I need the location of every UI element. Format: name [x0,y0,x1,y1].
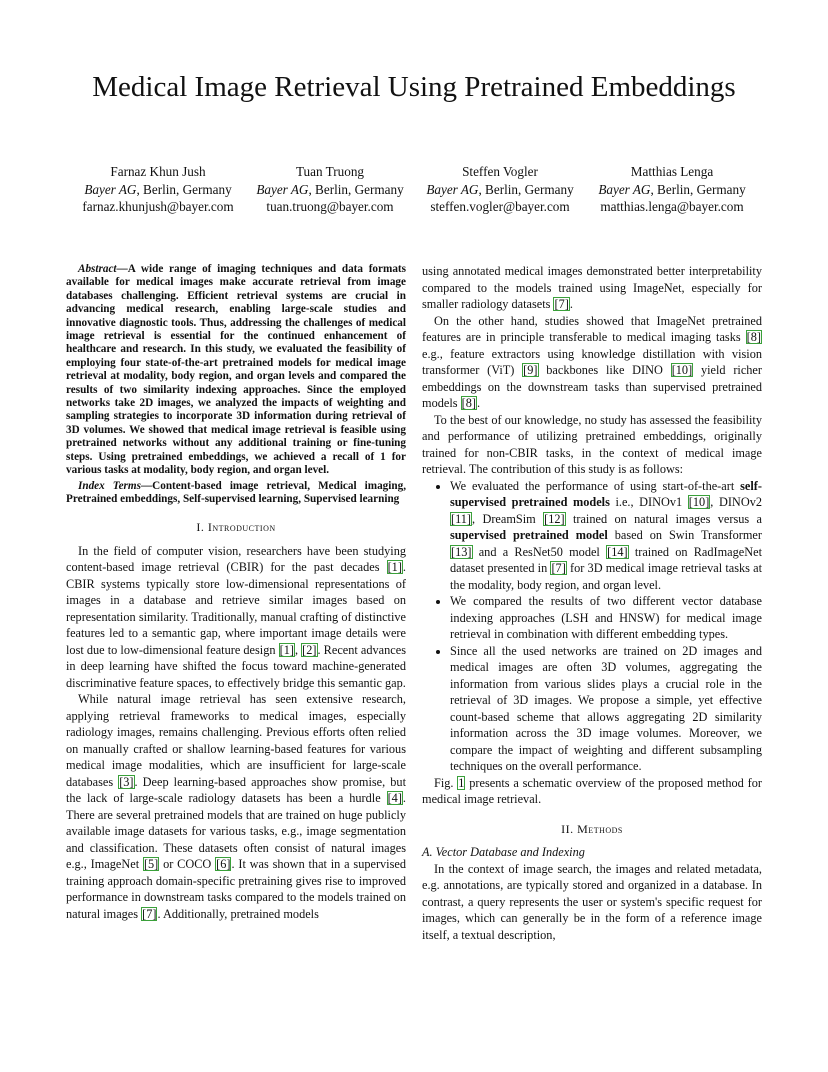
author-affiliation: Bayer AG, Berlin, Germany [84,181,232,197]
author-1 [64,163,252,216]
intro-paragraph-2: While natural image retrieval has seen extensive research, applying retrieval frameworks to medical images, especially radiology images, remains challenging. Previous efforts often relied on manually crafted or shallow learning-based features for various medical image modalities, which are insufficient for large-scale databases [3]. Deep learning-based approaches show promise, but the lack of large-scale radiology datasets has been a hurdle [4]. There are several pretrained models that are trained on huge publicly available image datasets for various tasks, e.g., image segmentation and classification. These datasets often consist of natural images e.g., ImageNet [5] or COCO [6]. It was shown that in a supervised training approach domain-specific pretraining gives rise to improved performance in downstream tasks compared to the models trained on natural images [7]. Additionally, pretrained models [66,692,406,921]
section-heading-introduction: I. Introduction [196,520,276,535]
citation-link[interactable]: [10] [671,363,693,377]
contribution-list [422,478,762,775]
author-affiliation: Bayer AG, Berlin, Germany [256,181,404,197]
citation-link[interactable]: [12] [544,511,565,526]
author-name: Matthias Lenga [630,164,714,179]
author-3 [406,163,594,216]
citation-link[interactable]: [1] [279,642,294,657]
figure-link[interactable]: 1 [458,775,465,790]
author-email[interactable]: tuan.truong@bayer.com [266,199,394,214]
paragraph-image-search: In the context of image search, the images and related metadata, e.g. annotations, are typically stored and organized in a database. In contrast, a query represents the user or system's specific request for images, which can generally be in the form of a reference image itself, a textual description, [422,861,762,942]
author-4 [578,163,766,216]
citation-link[interactable]: [8] [461,396,476,410]
section-heading-methods: II. Methods [561,821,623,836]
list-item: • We compared the results of two different vector database indexing approaches (LSH and HNSW) for medical image retrieval in combination with different embedding types. [450,593,762,643]
arxiv-identifier-stamp [20,282,60,762]
citation-link[interactable]: [8] [746,330,761,344]
citation-link[interactable]: [11] [451,511,472,526]
citation-link[interactable]: [2] [302,642,317,657]
citation-link[interactable]: [7] [554,297,569,311]
paragraph-imagenet-transfer: On the other hand, studies showed that ImageNet pretrained features are in principle transferable to medical imaging tasks [8] e.g., feature extractors using knowledge distillation with vision transformer (ViT) [9] backbones like DINO [10] yield richer embeddings on the downstream tasks than supervised pretrained models [8]. [422,313,762,410]
author-email[interactable]: steffen.vogler@bayer.com [430,199,570,214]
left-column [66,263,406,922]
author-name: Farnaz Khun Jush [110,164,206,179]
citation-link[interactable]: [5] [143,857,159,872]
right-column [422,263,762,943]
author-email[interactable]: matthias.lenga@bayer.com [600,199,744,214]
citation-link[interactable]: [7] [142,906,157,921]
citation-link[interactable]: [4] [387,791,402,806]
abstract: Abstract—A wide range of imaging techniques and data formats available for medical images make accurate retrieval from image databases challenging. Efficient retrieval systems are crucial in advancing medical research, enabling large-scale studies and innovative diagnostic tools. Thus, addressing the challenges of medical image retrieval is essential for the continued enhancement of healthcare and research. In this study, we evaluated the feasibility of employing four state-of-the-art pretrained models for medical image retrieval at modality, body region, and organ levels and compared the results of two similarity indexing approaches. Since the employed networks take 2D images, we analyzed the impacts of weighting and sampling strategies to incorporate 3D information during retrieval of 3D volumes. We showed that medical image retrieval is feasible using pretrained networks without any additional training or fine-tuning steps. Using pretrained embeddings, we achieved a recall of 1 for various tasks at modality, body region, and organ level. [66,263,406,477]
author-2 [236,163,424,216]
author-email[interactable]: farnaz.khunjush@bayer.com [82,199,234,214]
author-name: Steffen Vogler [462,164,538,179]
paragraph-figure-overview: Fig. 1 presents a schematic overview of the proposed method for medical image retrieval. [422,775,762,806]
paragraph-continuation: using annotated medical images demonstrated better interpretability compared to the models trained using ImageNet, especially for smaller radiology datasets [7]. [422,264,762,311]
subsection-heading-vector-database: A. Vector Database and Indexing [422,845,585,859]
citation-link[interactable]: [14] [607,544,628,559]
citation-link[interactable]: [10] [688,495,710,509]
paragraph-contribution-intro: To the best of our knowledge, no study has assessed the feasibility and performance of utilizing pretrained embeddings, originally trained for non-CBIR tasks, in the context of medical image retrieval. The contribution of this study is as follows: [422,412,762,476]
author-affiliation: Bayer AG, Berlin, Germany [426,181,574,197]
citation-link[interactable]: [1] [387,560,402,575]
citation-link[interactable]: [3] [119,774,134,789]
paper-title: Medical Image Retrieval Using Pretrained Embeddings [92,71,736,103]
citation-link[interactable]: [7] [551,561,566,575]
citation-link[interactable]: [6] [216,857,231,872]
citation-link[interactable]: [9] [523,363,538,377]
list-item: • We evaluated the performance of using start-of-the-art self-supervised pretrained models i.e., DINOv1 [10], DINOv2 [11], DreamSim [12] trained on natural images versus a supervised pretrained model based on Swin Transformer [13] and a ResNet50 model [14] trained on RadImageNet dataset presented in [7] for 3D medical image retrieval tasks at the modality, body region, and organ level. [450,478,762,594]
list-item: • Since all the used networks are trained on 2D images and medical images are often 3D volumes, aggregating the information from various slides plays a crucial role in the retrieval of 3D images. We propose a simple, yet effective count-based scheme that allows aggregating 2D similarity information across the 3D image volumes. Moreover, we compare the impact of weighting and different subsampling techniques on the overall performance. [450,643,762,775]
citation-link[interactable]: [13] [451,544,472,559]
author-name: Tuan Truong [295,164,365,179]
author-affiliation: Bayer AG, Berlin, Germany [598,181,746,197]
index-terms: Index Terms—Content-based image retrieval, Medical imaging, Pretrained embeddings, Self-supervised learning, Supervised learning [66,479,406,505]
intro-paragraph-1: In the field of computer vision, researchers have been studying content-based image retrieval (CBIR) for the past decades [1]. CBIR systems typically store low-dimensional representations of images in a database and retrieve similar images based on representation similarity. Traditionally, manual crafting of distinctive features led to a semantic gap, where important image details were lost due to low-dimensional feature design [1], [2]. Recent advances in deep learning have shifted the focus toward machine-generated discriminative feature spaces, to effectively bridge this semantic gap. [66,543,406,690]
